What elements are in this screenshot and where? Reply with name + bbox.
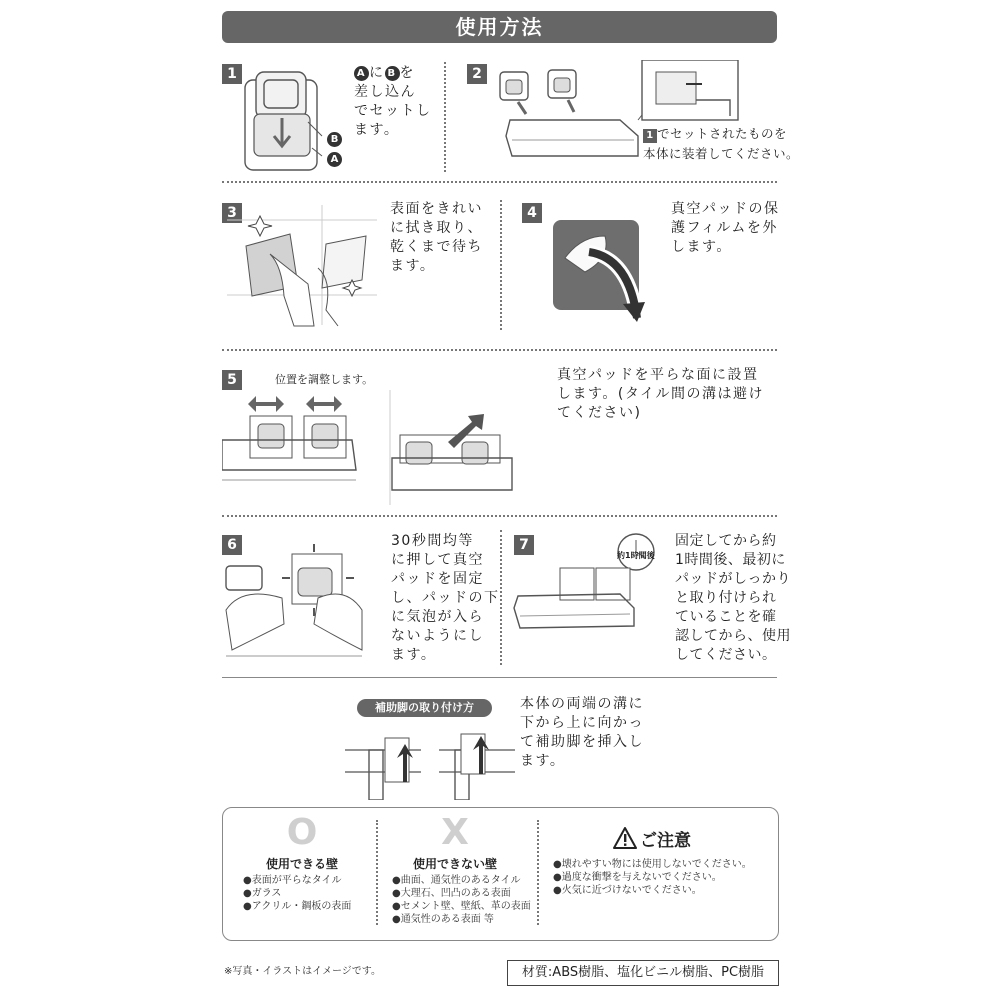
step4-text: 真空パッドの保 護フィルムを外 します。 (671, 201, 780, 255)
step3-illustration (222, 200, 382, 330)
marker-b: B (327, 132, 342, 147)
divider (222, 515, 777, 517)
step-number: 4 (522, 203, 542, 223)
step2-text: 1 でセットされたものを 本体に装着してください。 (643, 126, 800, 161)
step-ref: 1 (643, 129, 657, 143)
step5-text: 真空パッドを平らな面に設置 します。(タイル間の溝は避け てください) (557, 367, 765, 421)
aux-label: 補助脚の取り付け方 (357, 699, 492, 717)
usable-mark: O (286, 812, 318, 853)
divider (222, 181, 777, 183)
step6-illustration (222, 540, 367, 665)
divider (222, 677, 777, 678)
marker-b-inline: B (385, 66, 400, 81)
step4-illustration (545, 208, 655, 328)
step-number: 5 (222, 370, 242, 390)
divider (444, 62, 446, 172)
footnote: ※写真・イラストはイメージです。 (224, 966, 381, 977)
timer-label: 約1時間後 (617, 551, 655, 560)
unusable-list: ●曲面、通気性のあるタイル ●大理石、凹凸のある表面 ●セメント壁、壁紙、革の表面 ●通気性のある表面 等 (392, 875, 531, 925)
unusable-mark: X (441, 812, 469, 853)
step6-text: 30秒間均等 に押して真空 パッドを固定 し、パッドの下 に気泡が入ら ないようにし ます。 (391, 533, 500, 663)
step7-illustration (510, 530, 670, 655)
caution-title: ご注意 (640, 831, 691, 851)
page-title: 使用方法 (222, 11, 777, 43)
marker-a-inline: A (354, 66, 369, 81)
step-number: 1 (222, 64, 242, 84)
step5-illustration (222, 390, 552, 505)
warning-icon (612, 826, 638, 850)
step3-text: 表面をきれい に拭き取り、 乾くまで待ち ます。 (390, 201, 483, 274)
divider (222, 349, 777, 351)
divider (537, 820, 539, 925)
step1-text: A に B を 差し込ん でセットし ます。 (354, 65, 432, 138)
divider (500, 200, 502, 330)
step7-text: 固定してから約 1時間後、最初に パッドがしっかり と取り付けられ ていることを確 認してから、使用 してください。 (675, 533, 791, 663)
step-number: 6 (222, 535, 242, 555)
step-number: 2 (467, 64, 487, 84)
step-number: 3 (222, 203, 242, 223)
usable-title: 使用できる壁 (265, 857, 338, 871)
aux-text: 本体の両端の溝に 下から上に向かっ て補助脚を挿入し ます。 (520, 696, 644, 769)
material-label: 材質:ABS樹脂、塩化ビニル樹脂、PC樹脂 (507, 960, 779, 986)
step5-sublabel: 位置を調整します。 (275, 373, 374, 386)
unusable-title: 使用できない壁 (412, 857, 497, 871)
caution-list: ●壊れやすい物には使用しないでください。 ●過度な衝撃を与えないでください。 ●火気に近づけないでください。 (553, 859, 752, 896)
aux-illustration (345, 720, 515, 800)
usable-list: ●表面が平らなタイル ●ガラス ●アクリル・鋼板の表面 (243, 875, 352, 912)
marker-a: A (327, 152, 342, 167)
step-number: 7 (514, 535, 534, 555)
divider (376, 820, 378, 925)
divider (500, 530, 502, 665)
